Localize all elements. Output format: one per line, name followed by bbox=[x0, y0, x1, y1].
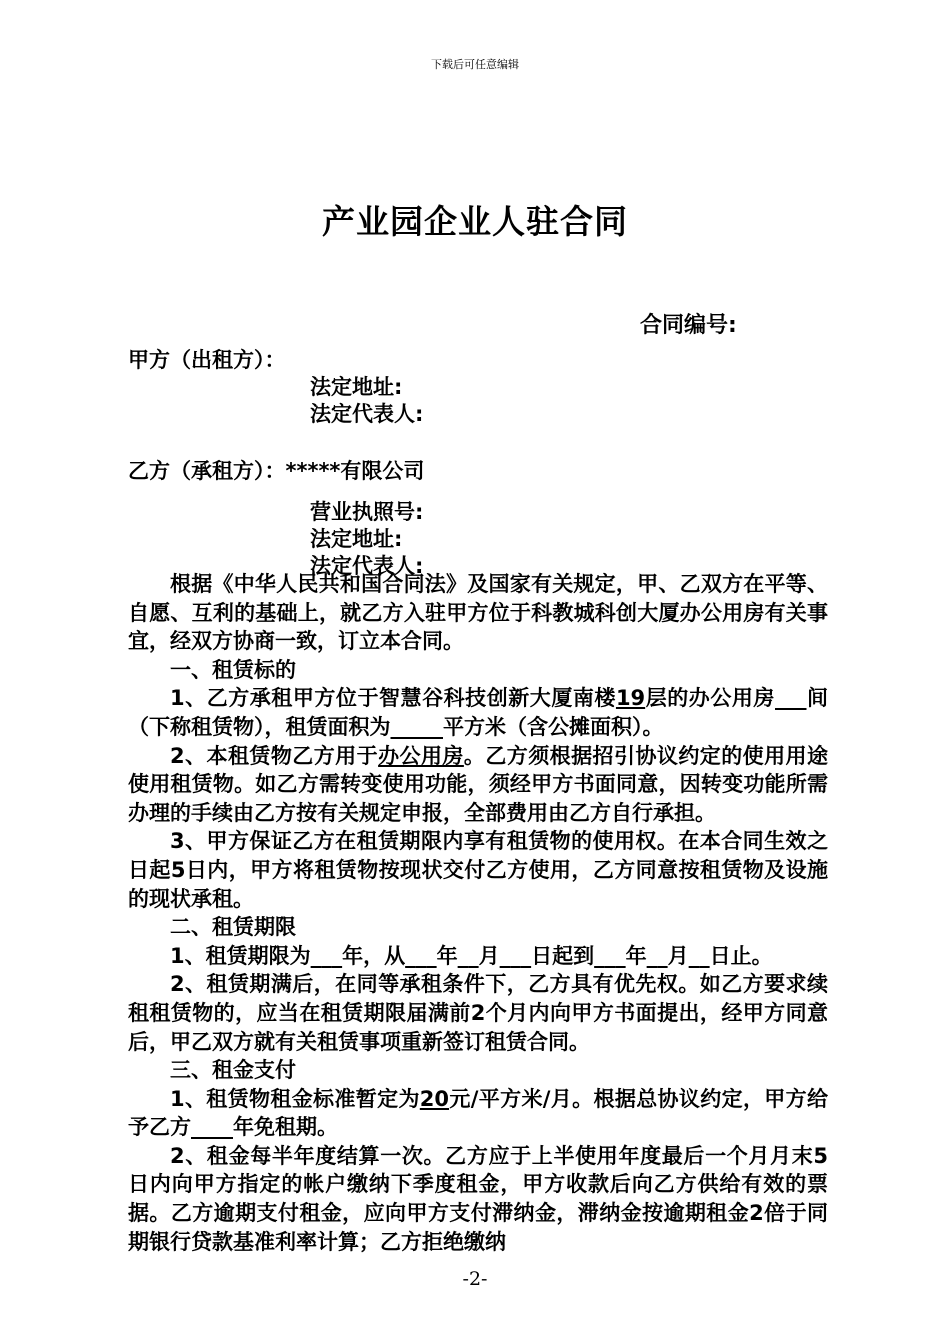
clause-3-1: 1、租赁物租金标准暂定为20元/平方米/月。根据总协议约定，甲方给予乙方____年免租期。 bbox=[128, 1086, 828, 1140]
party-b-address: 法定地址: bbox=[310, 527, 403, 551]
party-a-representative: 法定代表人: bbox=[310, 402, 424, 426]
party-b-block bbox=[128, 458, 828, 580]
party-a-address: 法定地址: bbox=[310, 375, 403, 399]
contract-body bbox=[128, 570, 828, 1256]
clause-2-2: 2、租赁期满后，在同等承租条件下，乙方具有优先权。如乙方要求续租租赁物的，应当在租赁期限届满前2个月内向甲方书面提出，经甲方同意后，甲乙双方就有关租赁事项重新签订租赁合同。 bbox=[128, 972, 828, 1054]
clause-3-2: 2、租金每半年度结算一次。乙方应于上半使用年度最后一个月月末5日内向甲方指定的帐户缴纳下季度租金，甲方收款后向乙方供给有效的票据。乙方逾期支付租金，应向甲方支付滞纳金，滞纳金按逾期租金2倍于同期银行贷款基准利率计算；乙方拒绝缴纳 bbox=[128, 1143, 828, 1254]
page-number: -2- bbox=[462, 1268, 488, 1290]
usage-purpose: 办公用房 bbox=[378, 743, 464, 768]
floor-number: 19 bbox=[615, 686, 646, 711]
contract-number-label: 合同编号: bbox=[640, 313, 737, 338]
party-a-label: 甲方（出租方）： bbox=[128, 348, 286, 372]
rent-price: 20 bbox=[419, 1086, 450, 1111]
party-b-representative: 法定代表人: bbox=[310, 554, 424, 578]
party-b-label: 乙方（承租方）：*****有限公司 bbox=[128, 459, 425, 483]
clause-1-1: 1、乙方承租甲方位于智慧谷科技创新大厦南楼19层的办公用房___间（下称租赁物），租赁面积为_____平方米（含公摊面积）。 bbox=[128, 686, 828, 739]
party-a-block bbox=[128, 347, 828, 428]
section-1-title: 一、租赁标的 bbox=[170, 657, 296, 682]
clause-1-3: 3、甲方保证乙方在租赁期限内享有租赁物的使用权。在本合同生效之日起5日内，甲方将租赁物按现状交付乙方使用，乙方同意按租赁物及设施的现状承租。 bbox=[128, 829, 828, 911]
intro-paragraph: 根据《中华人民共和国合同法》及国家有关规定，甲、乙双方在平等、自愿、互利的基础上，就乙方入驻甲方位于科教城科创大厦办公用房有关事宜，经双方协商一致，订立本合同。 bbox=[128, 572, 828, 654]
section-2-title: 二、租赁期限 bbox=[170, 915, 296, 940]
area-blank: _____ bbox=[390, 714, 443, 739]
page-header: 下载后可任意编辑 bbox=[431, 58, 519, 71]
section-3-title: 三、租金支付 bbox=[170, 1058, 296, 1083]
clause-1-2: 2、本租赁物乙方用于办公用房。乙方须根据招引协议约定的使用用途使用租赁物。如乙方需转变使用功能，须经甲方书面同意，因转变功能所需办理的手续由乙方按有关规定申报，全部费用由乙方自行承担。 bbox=[128, 743, 829, 825]
contract-title: 产业园企业人驻合同 bbox=[322, 202, 628, 241]
room-count-blank: ___ bbox=[774, 686, 807, 711]
clause-2-1: 1、租赁期限为___年，从___年__月___日起到___年__月__日止。 bbox=[170, 943, 773, 968]
party-b-license: 营业执照号: bbox=[310, 500, 424, 524]
